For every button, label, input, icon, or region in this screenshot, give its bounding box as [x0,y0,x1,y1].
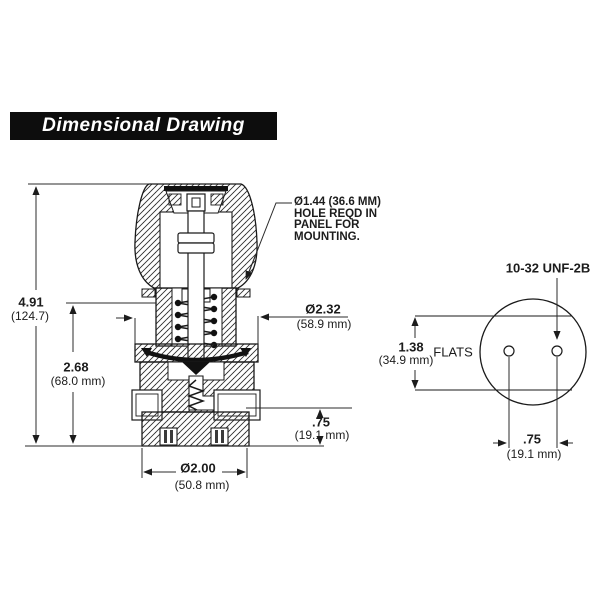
dim-hole-spacing-metric: (19.1 mm) [506,447,562,461]
dim-bonnet-dia-value: Ø2.32 [305,301,341,317]
knob-outline-circle [480,299,586,405]
panel-hole-callout: Ø1.44 (36.6 MM) HOLE REQD IN PANEL FOR MOUNTING. [294,196,381,243]
dim-port-height-value: .75 [311,414,331,430]
valve-body [132,362,260,420]
dim-hole-spacing-value: .75 [522,431,542,447]
dim-port-height-metric: (19.1 mm) [294,428,350,442]
bottom-port-right [211,428,228,445]
panel-nut-left [142,289,155,297]
panel-nut-right [237,289,250,297]
dim-body-dia-value: Ø2.00 [180,460,216,476]
dim-bonnet-dia-metric: (58.9 mm) [296,317,352,331]
dim-total-height-metric: (124.7) [10,309,50,323]
section-title: Dimensional Drawing [42,115,245,136]
dim-flats-value: 1.38 [398,339,424,355]
valve-base [142,412,249,446]
dim-flats-metric: (34.9 mm) [378,353,434,367]
dim-body-height-value: 2.68 [63,359,89,375]
dim-body-dia-metric: (50.8 mm) [174,478,230,492]
bottom-port-left [160,428,177,445]
thread-spec-label: 10-32 UNF-2B [505,260,591,276]
diaphragm-flange [135,344,258,362]
mount-hole-left [504,346,514,356]
mount-hole-right [552,346,562,356]
flats-label: FLATS [433,344,473,360]
valve-cross-section [132,184,260,446]
dimension-lines-top [415,278,573,448]
dim-total-height-value: 4.91 [18,294,44,310]
top-end-view [415,278,586,448]
dim-body-height-metric: (68.0 mm) [50,374,106,388]
